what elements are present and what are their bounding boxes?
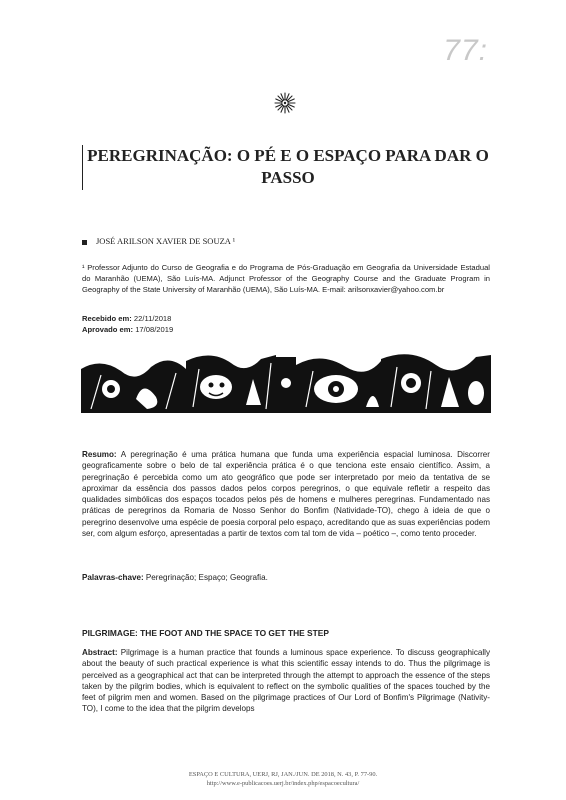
received-row — [82, 313, 173, 324]
sunburst-ornament-icon — [274, 92, 296, 114]
affiliation-note: ¹ Professor Adjunto do Curso de Geografia e do Programa de Pós-Graduação em Geografia da Universidade Estadual do Maranhão (UEMA), São Luís-MA. Adjunct Professor of the Geography Course and the Graduate Program in Geography of the State University of Maranhão (UEMA), São Luís-MA. E-mail: arilsonxavier@yahoo.com.br — [82, 263, 490, 294]
author-name: JOSÉ ARILSON XAVIER DE SOUZA ¹ — [96, 236, 236, 246]
abstract-en-label: Abstract: — [82, 648, 118, 657]
approved-label: Aprovado em: — [82, 325, 134, 334]
received-value: 22/11/2018 — [133, 314, 172, 323]
keywords-label: Palavras-chave: — [82, 573, 144, 582]
page-number: 77: — [443, 34, 488, 67]
approved-row — [82, 324, 173, 335]
submission-dates — [82, 313, 173, 335]
keywords-portuguese — [82, 573, 268, 582]
abstract-pt-label: Resumo: — [82, 450, 117, 459]
abstract-pt-text: A peregrinação é uma prática humana que funda uma experiência espacial luminosa. Discorrer geograficamente sobre o belo de tal experiência prática é o que tenciona este ensaio científico. Assim, a peregrinação é percebida como um ato geográfico que pode ser interpretado por meio da tentativa de se aproximar da essência dos passos dados pelos corpos peregrinos, o que equivale refletir a respeito das qualidades simbólicas dos espaços tocados pelos pés de homens e mulheres peregrinas. Fundamentado nas práticas de peregrinos da Romaria de Nosso Senhor do Bonfim (Natividade-TO), chego à ideia de que o peregrino desenvolve uma espécie de poesia corporal pelo espaço, acreditando que as suas experiências podem ser, com algum esforço, apresentadas a partir de textos com tal tom de vida – poético –, como tento proceder. — [82, 450, 490, 539]
journal-citation: ESPAÇO E CULTURA, UERJ, RJ, JAN./JUN. DE 2018, N. 43, P. 77-90. — [188, 771, 378, 778]
bullet-square-icon — [82, 240, 87, 245]
abstract-english — [82, 647, 490, 715]
abstract-en-text: Pilgrimage is a human practice that founds a luminous space experience. To discuss geographically about the beauty of such practical experience is what this scientific essay intends to do. Thus the pilgrimage is perceived as a geographical act that can be interpreted through the attempt to approach the essence of the steps taken by the pilgrim bodies, which is equivalent to reflect on the symbolic qualities of the spaces touched by the feet of pilgrim men and women. Based on the pilgrimage practices of Our Lord of Bonfim's Pilgrimage (Nativity-TO), I come to the idea that the pilgrim develops — [82, 648, 491, 714]
journal-url: http://www.e-publicacoes.uerj.br/index.php/espacoecultura/ — [206, 780, 360, 787]
author-line — [82, 236, 235, 246]
approved-value: 17/08/2019 — [135, 325, 174, 334]
keywords-text: Peregrinação; Espaço; Geografia. — [145, 573, 268, 582]
abstract-portuguese — [82, 449, 490, 539]
title-rule — [82, 145, 83, 190]
decorative-woodcut-banner — [81, 349, 491, 413]
page-footer — [0, 770, 566, 788]
received-label: Recebido em: — [82, 314, 132, 323]
english-title: PILGRIMAGE: THE FOOT AND THE SPACE TO GET THE STEP — [82, 628, 329, 638]
article-title: PEREGRINAÇÃO: O PÉ E O ESPAÇO PARA DAR O PASSO — [87, 146, 489, 187]
woodcut-illustration — [81, 349, 491, 413]
